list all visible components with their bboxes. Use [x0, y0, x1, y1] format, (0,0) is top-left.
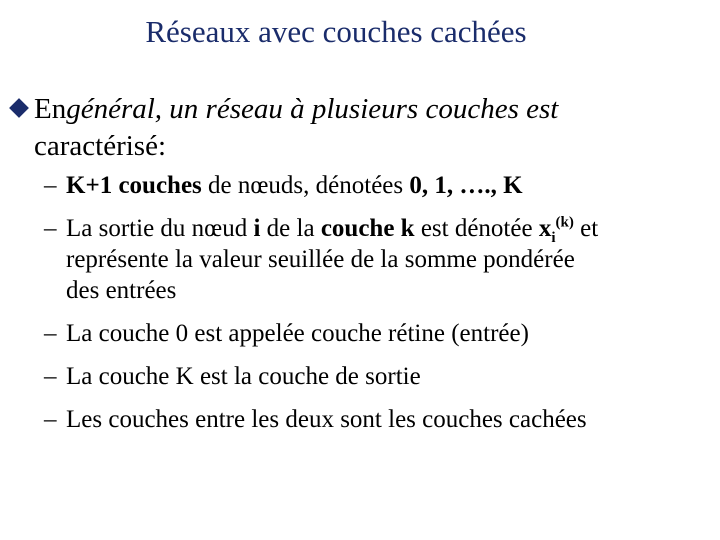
main-bullet — [8, 91, 698, 165]
text: La couche K est la couche de sortie — [66, 363, 421, 390]
text: de nœuds, dénotées — [201, 172, 410, 199]
variable-x: $x_i^{(k)}$ — [538, 214, 574, 246]
subscript: i — [551, 230, 556, 246]
superscript: (k) — [555, 214, 574, 231]
slide-title: Réseaux avec couches cachées — [145, 14, 527, 49]
text: de la — [260, 215, 321, 242]
text-line2: représente la valeur seuillée de la somme pondérée — [66, 246, 575, 273]
text-line3: des entrées — [66, 277, 177, 304]
dash-icon: – — [44, 320, 57, 347]
sub-item-3 — [44, 318, 704, 349]
bold-text: K+1 couches — [66, 172, 202, 199]
bold-text: 0, 1, …., K — [409, 172, 523, 199]
dash-icon: – — [44, 406, 57, 433]
dash-icon: – — [44, 215, 57, 242]
bold-text: couche k — [320, 215, 415, 242]
diamond-bullet-icon — [8, 91, 34, 128]
sub-item-2 — [44, 213, 704, 306]
bold-text: i — [253, 215, 261, 242]
main-bullet-text-a: En — [34, 93, 67, 125]
dash-icon: – — [44, 172, 57, 199]
sub-item-1 — [44, 170, 704, 201]
sub-item-5 — [44, 404, 704, 435]
main-bullet-text-line2: caractérisé: — [34, 130, 167, 162]
text: La couche 0 est appelée couche rétine (entrée) — [66, 320, 529, 347]
main-bullet-text-b: général, un réseau à plusieurs couches est — [66, 93, 559, 125]
sub-list — [44, 170, 704, 447]
text: et — [573, 215, 599, 242]
sub-item-4 — [44, 361, 704, 392]
text: Les couches entre les deux sont les couches cachées — [66, 406, 587, 433]
text: est dénotée — [414, 215, 539, 242]
dash-icon: – — [44, 363, 57, 390]
text: La sortie du nœud — [66, 215, 254, 242]
